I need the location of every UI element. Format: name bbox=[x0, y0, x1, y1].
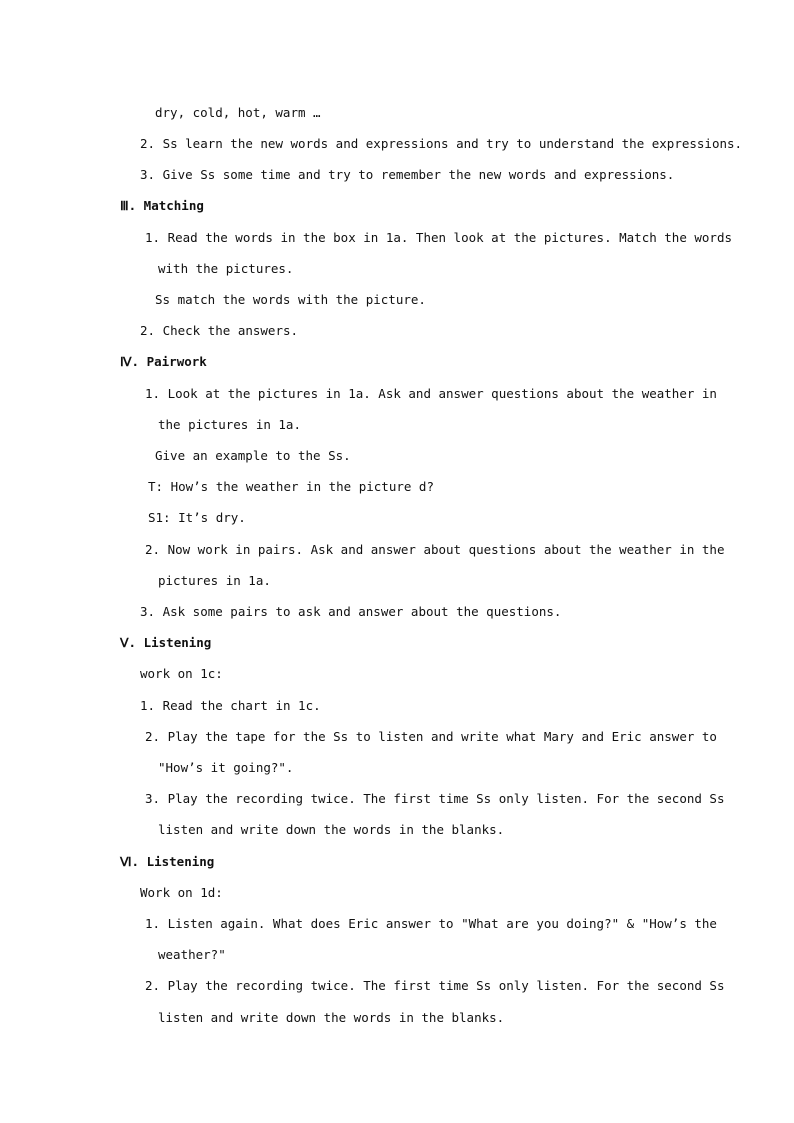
section-heading-pairwork: Ⅳ. Pairwork bbox=[120, 354, 207, 369]
dialogue-student-line: S1: It’s dry. bbox=[148, 510, 246, 525]
section-heading-listening-1d: Ⅵ. Listening bbox=[120, 854, 215, 869]
listening-1c-step-3-cont: listen and write down the words in the blanks. bbox=[158, 822, 505, 837]
matching-step-1-line: 1. Read the words in the box in 1a. Then look at the pictures. Match the words bbox=[145, 230, 732, 245]
step-2-line: 2. Ss learn the new words and expressions and try to understand the expressions. bbox=[140, 136, 743, 151]
pairwork-step-2-cont: pictures in 1a. bbox=[158, 573, 271, 588]
matching-step-2-line: 2. Check the answers. bbox=[140, 323, 299, 338]
pairwork-step-2-line: 2. Now work in pairs. Ask and answer about questions about the weather in the bbox=[145, 542, 725, 557]
vocab-list-line: dry, cold, hot, warm … bbox=[155, 105, 321, 120]
pairwork-step-1-line: 1. Look at the pictures in 1a. Ask and answer questions about the weather in bbox=[145, 386, 717, 401]
section-heading-listening-1c: Ⅴ. Listening bbox=[120, 635, 212, 650]
pairwork-step-3-line: 3. Ask some pairs to ask and answer about the questions. bbox=[140, 604, 562, 619]
matching-step-1-cont: with the pictures. bbox=[158, 261, 294, 276]
listening-1d-step-1: 1. Listen again. What does Eric answer to "What are you doing?" & "How’s the bbox=[145, 916, 717, 931]
listening-1d-step-1-cont: weather?" bbox=[158, 947, 226, 962]
listening-1c-intro: work on 1c: bbox=[140, 666, 223, 681]
dialogue-teacher-line: T: How’s the weather in the picture d? bbox=[148, 479, 434, 494]
pairwork-step-1-cont: the pictures in 1a. bbox=[158, 417, 301, 432]
listening-1c-step-2: 2. Play the tape for the Ss to listen and write what Mary and Eric answer to bbox=[145, 729, 717, 744]
step-3-line: 3. Give Ss some time and try to remember the new words and expressions. bbox=[140, 167, 675, 182]
listening-1d-intro: Work on 1d: bbox=[140, 885, 223, 900]
listening-1d-step-2: 2. Play the recording twice. The first time Ss only listen. For the second Ss bbox=[145, 978, 725, 993]
pairwork-example-line: Give an example to the Ss. bbox=[155, 448, 351, 463]
matching-note-line: Ss match the words with the picture. bbox=[155, 292, 426, 307]
listening-1d-step-2-cont: listen and write down the words in the blanks. bbox=[158, 1010, 505, 1025]
listening-1c-step-3: 3. Play the recording twice. The first time Ss only listen. For the second Ss bbox=[145, 791, 725, 806]
listening-1c-step-1: 1. Read the chart in 1c. bbox=[140, 698, 321, 713]
section-heading-matching: Ⅲ. Matching bbox=[120, 198, 204, 213]
listening-1c-step-2-cont: "How’s it going?". bbox=[158, 760, 294, 775]
